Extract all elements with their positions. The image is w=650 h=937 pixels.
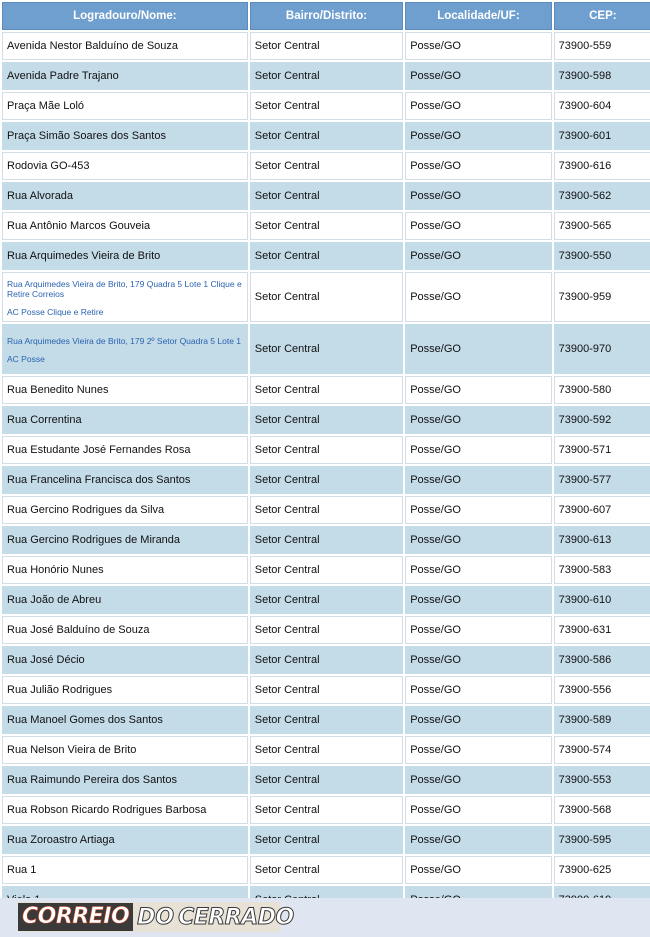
table-row [2, 676, 650, 704]
cell-cep: 73900-631 [554, 616, 650, 644]
cell-cep: 73900-598 [554, 62, 650, 90]
cell-localidade: Posse/GO [405, 242, 551, 270]
cell-cep: 73900-604 [554, 92, 650, 120]
table-row [2, 324, 650, 374]
cell-localidade: Posse/GO [405, 826, 551, 854]
cell-bairro: Setor Central [250, 616, 403, 644]
cell-logradouro: Rua Manoel Gomes dos Santos [2, 706, 248, 734]
cell-logradouro: Rua Antônio Marcos Gouveia [2, 212, 248, 240]
cell-localidade: Posse/GO [405, 32, 551, 60]
logradouro-extra-link[interactable]: AC Posse [7, 354, 45, 364]
table-row [2, 496, 650, 524]
cell-cep: 73900-970 [554, 324, 650, 374]
table-row [2, 212, 650, 240]
header-bairro: Bairro/Distrito: [250, 2, 403, 30]
cell-logradouro: Rua José Balduíno de Souza [2, 616, 248, 644]
table-row [2, 826, 650, 854]
cell-bairro: Setor Central [250, 212, 403, 240]
cell-logradouro: Rua Gercino Rodrigues de Miranda [2, 526, 248, 554]
cell-cep: 73900-565 [554, 212, 650, 240]
cell-logradouro: Rodovia GO-453 [2, 152, 248, 180]
table-row [2, 526, 650, 554]
cell-localidade: Posse/GO [405, 856, 551, 884]
cell-bairro: Setor Central [250, 376, 403, 404]
cell-logradouro: Praça Simão Soares dos Santos [2, 122, 248, 150]
cell-localidade: Posse/GO [405, 466, 551, 494]
cell-logradouro: Rua Raimundo Pereira dos Santos [2, 766, 248, 794]
cell-bairro: Setor Central [250, 496, 403, 524]
cell-logradouro: Rua Arquimedes Vieira de Brito [2, 242, 248, 270]
cell-localidade: Posse/GO [405, 766, 551, 794]
cell-cep: 73900-553 [554, 766, 650, 794]
cell-logradouro: Rua José Décio [2, 646, 248, 674]
cell-cep: 73900-559 [554, 32, 650, 60]
cell-cep: 73900-589 [554, 706, 650, 734]
cell-logradouro: Praça Mãe Loló [2, 92, 248, 120]
table-row [2, 62, 650, 90]
cell-logradouro: Avenida Nestor Balduíno de Souza [2, 32, 248, 60]
cell-localidade: Posse/GO [405, 796, 551, 824]
cell-cep: 73900-592 [554, 406, 650, 434]
cell-cep: 73900-571 [554, 436, 650, 464]
cell-cep: 73900-595 [554, 826, 650, 854]
table-row [2, 182, 650, 210]
table-row [2, 646, 650, 674]
cell-logradouro: Rua Robson Ricardo Rodrigues Barbosa [2, 796, 248, 824]
cell-localidade: Posse/GO [405, 676, 551, 704]
logradouro-link[interactable]: Rua Arquimedes Vieira de Brito, 179 Quadra 5 Lote 1 Clique e Retire Correios [7, 279, 242, 299]
cell-bairro: Setor Central [250, 586, 403, 614]
table-row [2, 796, 650, 824]
cell-logradouro[interactable] [2, 324, 248, 374]
cell-cep: 73900-625 [554, 856, 650, 884]
table-row [2, 556, 650, 584]
cell-bairro: Setor Central [250, 796, 403, 824]
table-row [2, 736, 650, 764]
cell-logradouro: Rua Gercino Rodrigues da Silva [2, 496, 248, 524]
table-row [2, 616, 650, 644]
logo-word-correio: CORREIO [18, 903, 133, 931]
cell-localidade: Posse/GO [405, 376, 551, 404]
cell-bairro: Setor Central [250, 324, 403, 374]
cell-bairro: Setor Central [250, 152, 403, 180]
cell-cep: 73900-607 [554, 496, 650, 524]
cell-bairro: Setor Central [250, 466, 403, 494]
cell-cep: 73900-601 [554, 122, 650, 150]
cell-bairro: Setor Central [250, 92, 403, 120]
cell-logradouro[interactable] [2, 272, 248, 322]
cell-localidade: Posse/GO [405, 556, 551, 584]
cell-bairro: Setor Central [250, 182, 403, 210]
table-row [2, 436, 650, 464]
table-row [2, 466, 650, 494]
table-row [2, 406, 650, 434]
cell-logradouro: Rua Honório Nunes [2, 556, 248, 584]
cell-logradouro: Rua 1 [2, 856, 248, 884]
cell-bairro: Setor Central [250, 32, 403, 60]
cell-cep: 73900-556 [554, 676, 650, 704]
cell-localidade: Posse/GO [405, 152, 551, 180]
cell-cep: 73900-959 [554, 272, 650, 322]
cell-cep: 73900-577 [554, 466, 650, 494]
logo-word-do: DO [137, 904, 175, 930]
table-row [2, 766, 650, 794]
cell-logradouro: Rua Estudante José Fernandes Rosa [2, 436, 248, 464]
cell-logradouro: Rua Nelson Vieira de Brito [2, 736, 248, 764]
cell-bairro: Setor Central [250, 62, 403, 90]
cell-logradouro: Rua Francelina Francisca dos Santos [2, 466, 248, 494]
cell-bairro: Setor Central [250, 706, 403, 734]
table-row [2, 152, 650, 180]
cell-cep: 73900-574 [554, 736, 650, 764]
cell-bairro: Setor Central [250, 242, 403, 270]
logo-word-cerrado: CERRADO [178, 904, 294, 930]
cell-localidade: Posse/GO [405, 182, 551, 210]
cell-bairro: Setor Central [250, 406, 403, 434]
cell-logradouro: Rua Zoroastro Artiaga [2, 826, 248, 854]
cell-localidade: Posse/GO [405, 646, 551, 674]
table-header-row [2, 2, 650, 30]
cell-localidade: Posse/GO [405, 122, 551, 150]
cell-bairro: Setor Central [250, 436, 403, 464]
cell-cep: 73900-583 [554, 556, 650, 584]
cell-bairro: Setor Central [250, 272, 403, 322]
cell-logradouro: Rua Benedito Nunes [2, 376, 248, 404]
cell-logradouro: Rua Julião Rodrigues [2, 676, 248, 704]
cell-localidade: Posse/GO [405, 526, 551, 554]
table-row [2, 376, 650, 404]
cell-localidade: Posse/GO [405, 92, 551, 120]
table-row [2, 32, 650, 60]
header-localidade: Localidade/UF: [405, 2, 551, 30]
cell-localidade: Posse/GO [405, 616, 551, 644]
cell-bairro: Setor Central [250, 556, 403, 584]
cell-cep: 73900-550 [554, 242, 650, 270]
table-row [2, 242, 650, 270]
logradouro-extra-link[interactable]: AC Posse Clique e Retire [7, 307, 104, 317]
cell-bairro: Setor Central [250, 676, 403, 704]
cell-bairro: Setor Central [250, 826, 403, 854]
cell-cep: 73900-562 [554, 182, 650, 210]
cell-localidade: Posse/GO [405, 62, 551, 90]
cell-localidade: Posse/GO [405, 586, 551, 614]
cell-cep: 73900-568 [554, 796, 650, 824]
cell-logradouro: Rua Correntina [2, 406, 248, 434]
cell-bairro: Setor Central [250, 526, 403, 554]
header-logradouro: Logradouro/Nome: [2, 2, 248, 30]
cell-localidade: Posse/GO [405, 496, 551, 524]
cell-localidade: Posse/GO [405, 324, 551, 374]
cell-localidade: Posse/GO [405, 406, 551, 434]
cell-localidade: Posse/GO [405, 706, 551, 734]
table-row [2, 706, 650, 734]
cell-localidade: Posse/GO [405, 272, 551, 322]
cell-localidade: Posse/GO [405, 736, 551, 764]
table-row [2, 272, 650, 322]
table-row [2, 122, 650, 150]
logradouro-link[interactable]: Rua Arquimedes Vieira de Brito, 179 2º Setor Quadra 5 Lote 1 [7, 336, 242, 346]
header-cep: CEP: [554, 2, 650, 30]
cell-cep: 73900-613 [554, 526, 650, 554]
cell-bairro: Setor Central [250, 646, 403, 674]
cell-bairro: Setor Central [250, 766, 403, 794]
cell-cep: 73900-580 [554, 376, 650, 404]
cell-bairro: Setor Central [250, 122, 403, 150]
cell-logradouro: Avenida Padre Trajano [2, 62, 248, 90]
cell-cep: 73900-616 [554, 152, 650, 180]
cell-bairro: Setor Central [250, 736, 403, 764]
cell-cep: 73900-610 [554, 586, 650, 614]
cell-bairro: Setor Central [250, 856, 403, 884]
cell-localidade: Posse/GO [405, 436, 551, 464]
cell-localidade: Posse/GO [405, 212, 551, 240]
table-row [2, 586, 650, 614]
correio-do-cerrado-logo [18, 902, 294, 932]
table-row [2, 856, 650, 884]
cell-logradouro: Rua Alvorada [2, 182, 248, 210]
table-row [2, 92, 650, 120]
cell-cep: 73900-586 [554, 646, 650, 674]
cell-logradouro: Rua João de Abreu [2, 586, 248, 614]
